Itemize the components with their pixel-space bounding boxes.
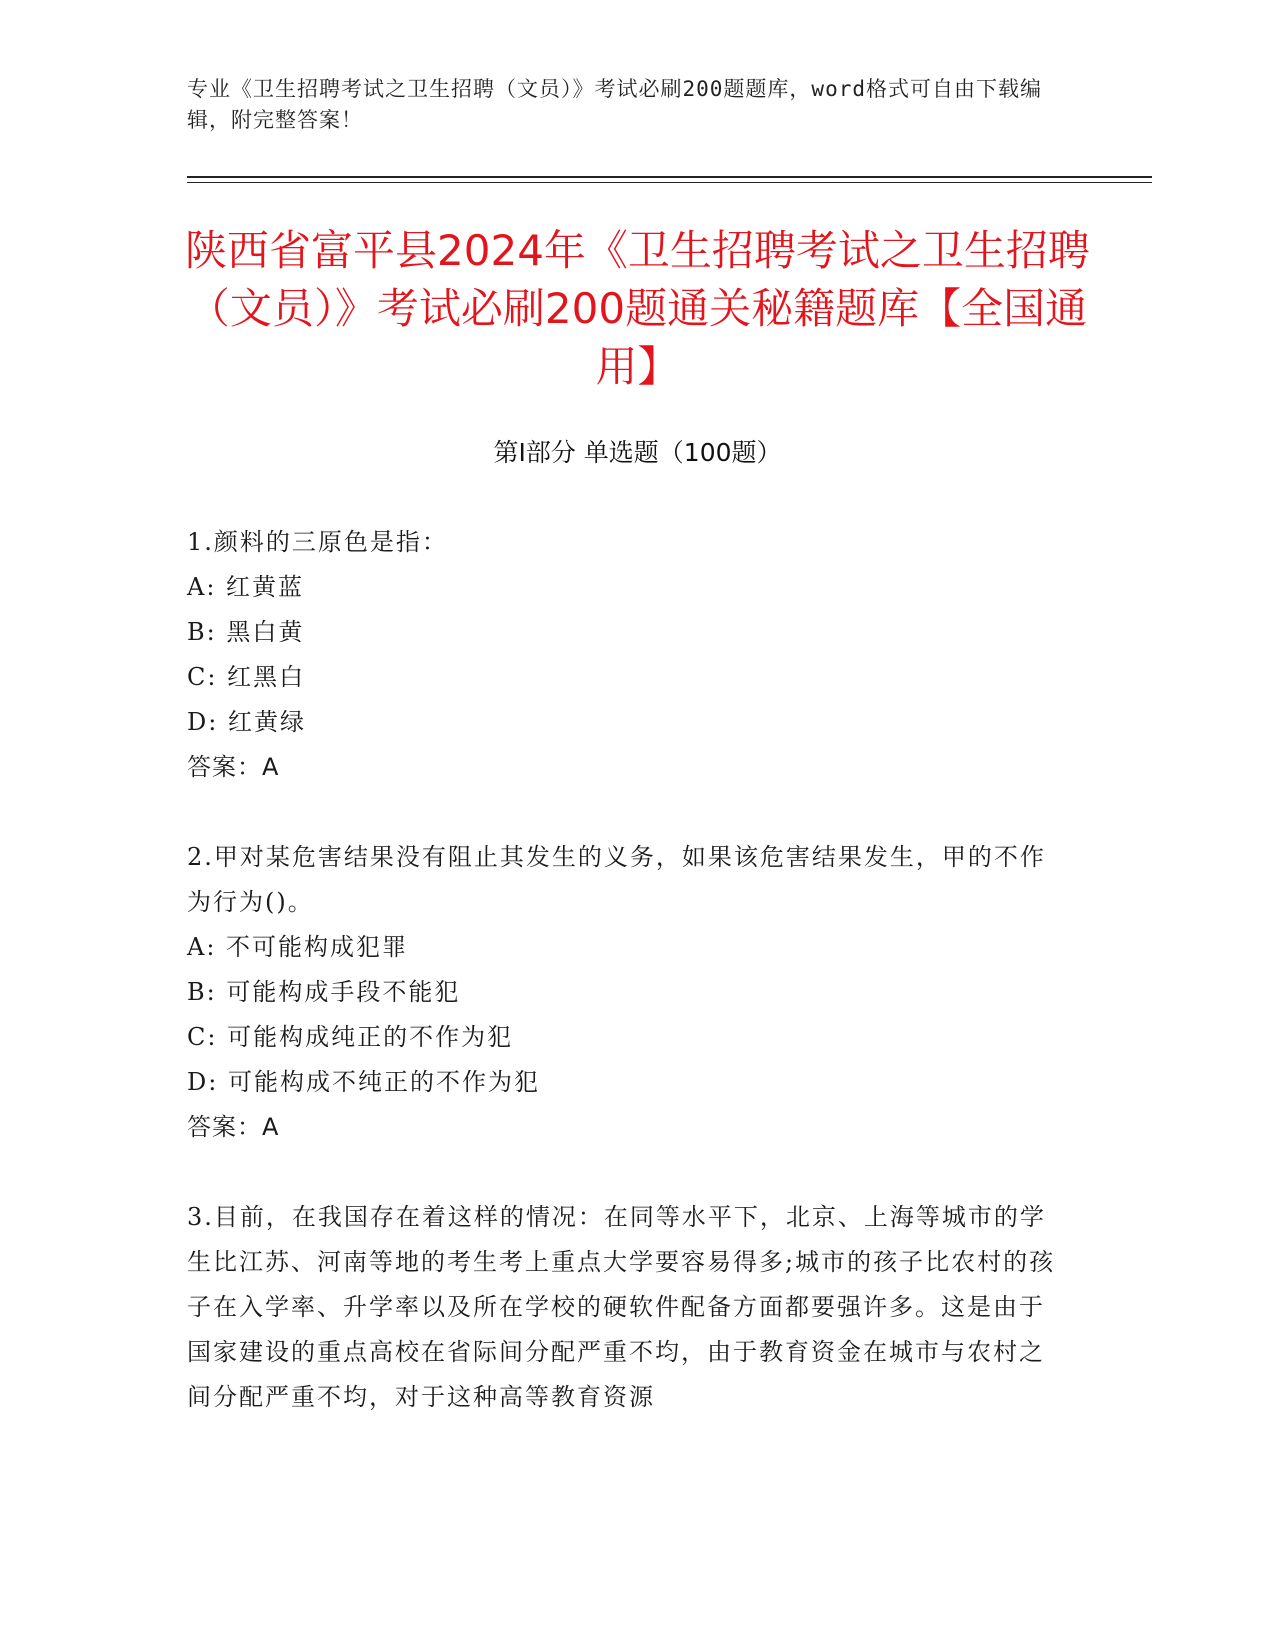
- header-divider-thick: [187, 176, 1152, 178]
- question-list: [187, 520, 1067, 1465]
- document-title: 陕西省富平县2024年《卫生招聘考试之卫生招聘（文员）》考试必刷200题通关秘籍题库【全国通用】: [185, 226, 1090, 391]
- question-stem: 2.甲对某危害结果没有阻止其发生的义务，如果该危害结果发生，甲的不作为行为()。: [187, 843, 1046, 916]
- answer: 答案：A: [187, 753, 280, 781]
- question-2: [187, 835, 1067, 1150]
- option-d: D: 红黄绿: [187, 708, 306, 736]
- answer: 答案：A: [187, 1113, 280, 1141]
- question-stem: 1.颜料的三原色是指：: [187, 528, 448, 556]
- option-a: A: 不可能构成犯罪: [187, 933, 409, 961]
- option-c: C: 可能构成纯正的不作为犯: [187, 1023, 514, 1051]
- option-a: A: 红黄蓝: [187, 573, 305, 601]
- header-note: 专业《卫生招聘考试之卫生招聘（文员）》考试必刷200题题库，word格式可自由下载编辑，附完整答案！: [187, 77, 1042, 132]
- section-heading: 第Ⅰ部分 单选题（100题）: [493, 438, 782, 467]
- option-d: D: 可能构成不纯正的不作为犯: [187, 1068, 540, 1096]
- header-divider-thin: [187, 182, 1152, 183]
- option-b: B: 可能构成手段不能犯: [187, 978, 461, 1006]
- question-stem: 3.目前，在我国存在着这样的情况：在同等水平下，北京、上海等城市的学生比江苏、河南等地的考生考上重点大学要容易得多;城市的孩子比农村的孩子在入学率、升学率以及所在学校的硬软件配备方面都要强许多。这是由于国家建设的重点高校在省际间分配严重不均，由于教育资金在城市与农村之间分配严重不均，对于这种高等教育资源: [187, 1203, 1056, 1411]
- question-1: [187, 520, 1067, 790]
- question-3: [187, 1195, 1067, 1420]
- option-c: C: 红黑白: [187, 663, 306, 691]
- option-b: B: 黑白黄: [187, 618, 305, 646]
